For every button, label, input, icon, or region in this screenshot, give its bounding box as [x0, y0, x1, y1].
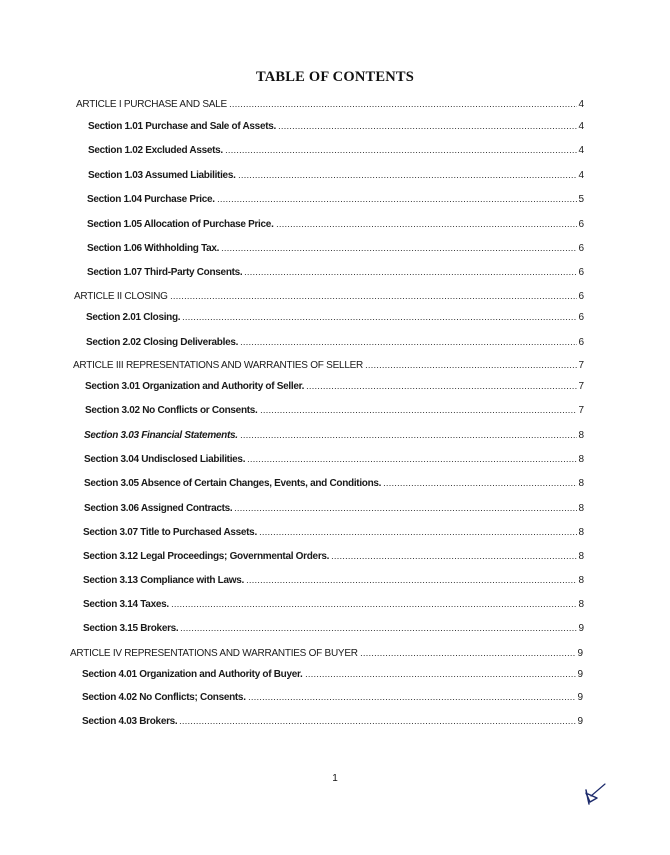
toc-entry-page: 8	[578, 430, 584, 441]
dot-leader	[238, 171, 578, 179]
toc-entry-page: 8	[578, 503, 584, 514]
dot-leader	[306, 382, 577, 390]
dot-leader	[383, 479, 577, 487]
toc-entry-section[interactable]	[82, 716, 583, 727]
toc-entry-label: Section 1.03 Assumed Liabilities.	[88, 170, 236, 181]
toc-entry-page: 9	[577, 669, 583, 680]
dot-leader	[360, 649, 577, 657]
dot-leader	[217, 195, 578, 203]
dot-leader	[170, 292, 578, 300]
toc-entry-section[interactable]	[87, 243, 584, 254]
toc-entry-page: 9	[577, 648, 583, 659]
toc-entry-section[interactable]	[83, 575, 584, 586]
toc-entry-label: ARTICLE III REPRESENTATIONS AND WARRANTIES OF SELLER	[73, 360, 364, 371]
toc-entry-label: Section 3.13 Compliance with Laws.	[83, 575, 244, 586]
toc-entry-label: Section 3.15 Brokers.	[83, 623, 179, 634]
toc-entry-page: 4	[578, 170, 584, 181]
toc-entry-page: 5	[578, 194, 584, 205]
toc-entry-label: Section 1.01 Purchase and Sale of Assets.	[88, 121, 276, 132]
toc-entry-page: 8	[578, 478, 584, 489]
toc-entry-article[interactable]	[73, 360, 584, 371]
dot-leader	[180, 624, 577, 632]
toc-entry-label: Section 3.03 Financial Statements.	[84, 430, 238, 441]
dot-leader	[171, 600, 578, 608]
toc-entry-label: ARTICLE I PURCHASE AND SALE	[76, 99, 227, 110]
dot-leader	[221, 244, 577, 252]
toc-entry-page: 6	[578, 219, 584, 230]
toc-entry-label: Section 3.05 Absence of Certain Changes, Events, and Conditions.	[84, 478, 382, 489]
toc-entry-label: Section 3.12 Legal Proceedings; Governmental Orders.	[83, 551, 330, 562]
dot-leader	[305, 670, 577, 678]
toc-entry-section[interactable]	[88, 170, 584, 181]
toc-entry-label: Section 3.01 Organization and Authority of Seller.	[85, 381, 305, 392]
toc-entry-label: Section 1.06 Withholding Tax.	[87, 243, 220, 254]
dot-leader	[260, 406, 578, 414]
footer-page-number: 1	[332, 773, 338, 784]
toc-entry-article[interactable]	[70, 648, 583, 659]
toc-entry-section[interactable]	[82, 692, 583, 703]
dot-leader	[365, 361, 577, 369]
toc-entry-page: 8	[578, 527, 584, 538]
toc-entry-section[interactable]	[84, 503, 584, 514]
toc-entry-page: 4	[578, 145, 584, 156]
toc-entry-section[interactable]	[85, 405, 584, 416]
toc-entry-section[interactable]	[87, 194, 584, 205]
toc-entry-section[interactable]	[83, 599, 584, 610]
dot-leader	[225, 146, 578, 154]
toc-entry-page: 7	[578, 360, 584, 371]
dot-leader	[278, 122, 577, 130]
dot-leader	[229, 100, 578, 108]
dot-leader	[244, 268, 577, 276]
toc-entry-section[interactable]	[84, 454, 584, 465]
toc-entry-page: 9	[577, 716, 583, 727]
toc-entry-label: Section 1.04 Purchase Price.	[87, 194, 215, 205]
toc-entry-section[interactable]	[86, 312, 584, 323]
toc-entry-page: 6	[578, 337, 584, 348]
toc-entry-page: 8	[578, 599, 584, 610]
dot-leader	[240, 431, 578, 439]
toc-entry-article[interactable]	[74, 291, 584, 302]
toc-entry-page: 6	[578, 291, 584, 302]
dot-leader	[259, 528, 578, 536]
toc-entry-label: ARTICLE IV REPRESENTATIONS AND WARRANTIES OF BUYER	[70, 648, 358, 659]
dot-leader	[331, 552, 577, 560]
toc-entry-label: Section 4.01 Organization and Authority of Buyer.	[82, 669, 303, 680]
toc-entry-page: 4	[578, 99, 584, 110]
toc-entry-section[interactable]	[83, 623, 584, 634]
toc-entry-label: Section 3.07 Title to Purchased Assets.	[83, 527, 257, 538]
toc-entry-label: Section 1.02 Excluded Assets.	[88, 145, 223, 156]
toc-entry-section[interactable]	[86, 337, 584, 348]
toc-entry-page: 7	[578, 405, 584, 416]
toc-entry-label: Section 2.02 Closing Deliverables.	[86, 337, 239, 348]
toc-entry-label: Section 1.05 Allocation of Purchase Price.	[87, 219, 274, 230]
dot-leader	[247, 455, 577, 463]
toc-entry-section[interactable]	[87, 267, 584, 278]
toc-entry-label: ARTICLE II CLOSING	[74, 291, 168, 302]
handwritten-initials-icon	[580, 782, 610, 810]
toc-entry-label: Section 3.14 Taxes.	[83, 599, 169, 610]
toc-entry-section[interactable]	[84, 478, 584, 489]
toc-entry-article[interactable]	[76, 99, 584, 110]
toc-entry-page: 6	[578, 312, 584, 323]
toc-entry-label: Section 3.02 No Conflicts or Consents.	[85, 405, 258, 416]
toc-entry-page: 8	[578, 454, 584, 465]
dot-leader	[240, 338, 577, 346]
toc-entry-page: 6	[578, 267, 584, 278]
dot-leader	[234, 504, 577, 512]
page-title: TABLE OF CONTENTS	[255, 69, 415, 85]
dot-leader	[182, 313, 577, 321]
toc-entry-page: 9	[577, 692, 583, 703]
toc-entry-label: Section 4.02 No Conflicts; Consents.	[82, 692, 246, 703]
toc-entry-label: Section 3.04 Undisclosed Liabilities.	[84, 454, 246, 465]
toc-entry-section[interactable]	[85, 381, 584, 392]
dot-leader	[248, 693, 577, 701]
toc-entry-page: 6	[578, 243, 584, 254]
toc-entry-label: Section 1.07 Third-Party Consents.	[87, 267, 243, 278]
toc-entry-page: 9	[578, 623, 584, 634]
toc-entry-section[interactable]	[88, 145, 584, 156]
toc-entry-label: Section 2.01 Closing.	[86, 312, 181, 323]
dot-leader	[246, 576, 577, 584]
toc-entry-section[interactable]	[87, 219, 584, 230]
toc-entry-section[interactable]	[88, 121, 584, 132]
toc-entry-section[interactable]	[83, 551, 584, 562]
toc-entry-page: 7	[578, 381, 584, 392]
toc-entry-label: Section 3.06 Assigned Contracts.	[84, 503, 233, 514]
toc-entry-page: 8	[578, 551, 584, 562]
dot-leader	[276, 220, 578, 228]
toc-entry-page: 8	[578, 575, 584, 586]
toc-entry-page: 4	[578, 121, 584, 132]
dot-leader	[179, 717, 576, 725]
toc-entry-section[interactable]	[82, 669, 583, 680]
toc-entry-label: Section 4.03 Brokers.	[82, 716, 178, 727]
toc-entry-section[interactable]	[84, 430, 584, 441]
toc-entry-section[interactable]	[83, 527, 584, 538]
